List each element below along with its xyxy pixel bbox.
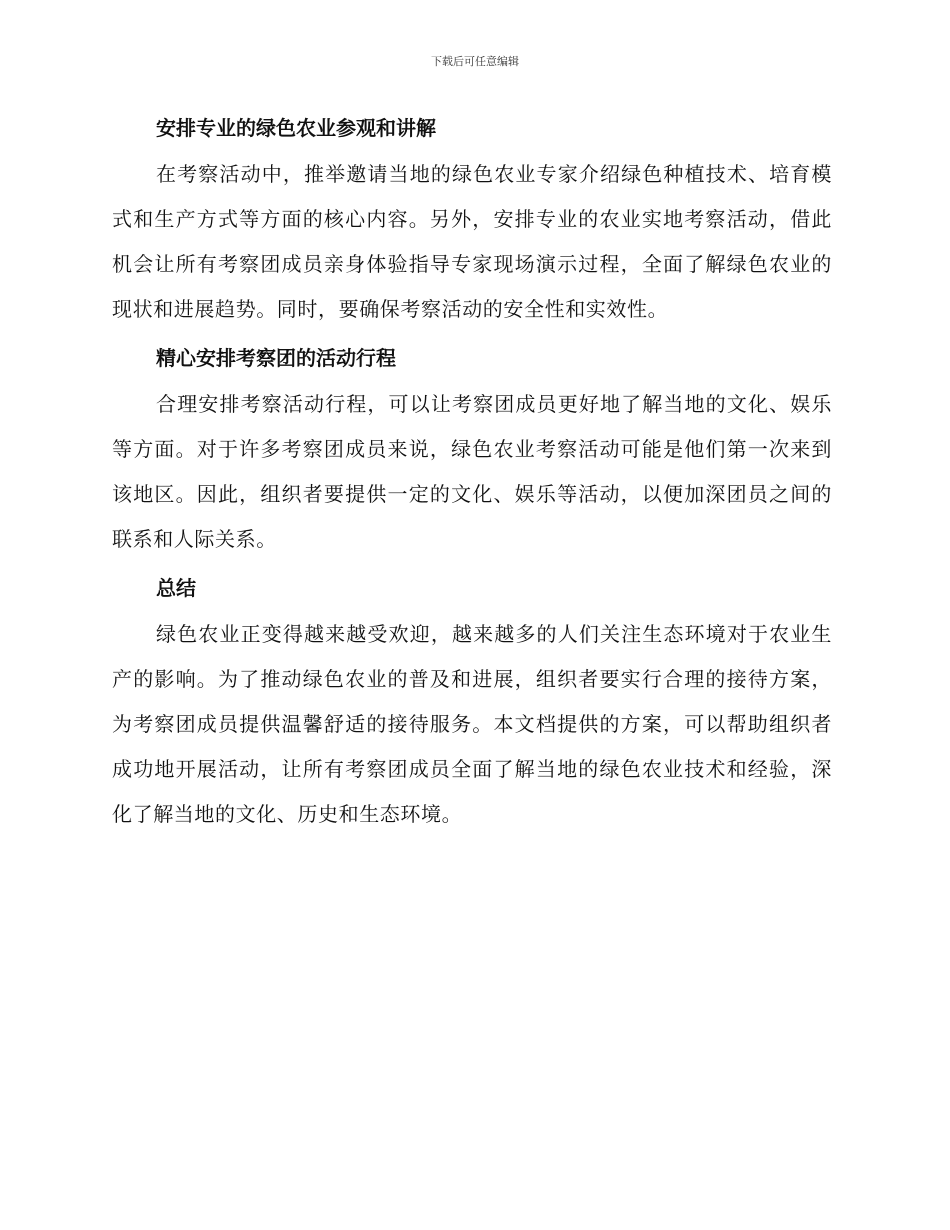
page-header: 下载后可任意编辑: [431, 55, 519, 68]
section-paragraph: 合理安排考察活动行程，可以让考察团成员更好地了解当地的文化、娱乐等方面。对于许多考察团成员来说，绿色农业考察活动可能是他们第一次来到该地区。因此，组织者要提供一定的文化、娱乐等活动，以便加深团员之间的联系和人际关系。: [112, 392, 832, 551]
section-heading: 总结: [156, 576, 196, 600]
section-heading: 安排专业的绿色农业参观和讲解: [156, 116, 436, 140]
section-paragraph: 在考察活动中，推举邀请当地的绿色农业专家介绍绿色种植技术、培育模式和生产方式等方面的核心内容。另外，安排专业的农业实地考察活动，借此机会让所有考察团成员亲身体验指导专家现场演示过程，全面了解绿色农业的现状和进展趋势。同时，要确保考察活动的安全性和实效性。: [112, 162, 832, 321]
section-paragraph: 绿色农业正变得越来越受欢迎，越来越多的人们关注生态环境对于农业生产的影响。为了推动绿色农业的普及和进展，组织者要实行合理的接待方案，为考察团成员提供温馨舒适的接待服务。本文档提供的方案，可以帮助组织者成功地开展活动，让所有考察团成员全面了解当地的绿色农业技术和经验，深化了解当地的文化、历史和生态环境。: [112, 622, 832, 826]
section-heading: 精心安排考察团的活动行程: [156, 346, 396, 370]
section-itinerary: [112, 342, 832, 562]
document-body: [112, 112, 832, 847]
section-green-agriculture-tour: [112, 112, 832, 332]
section-summary: [112, 572, 832, 837]
